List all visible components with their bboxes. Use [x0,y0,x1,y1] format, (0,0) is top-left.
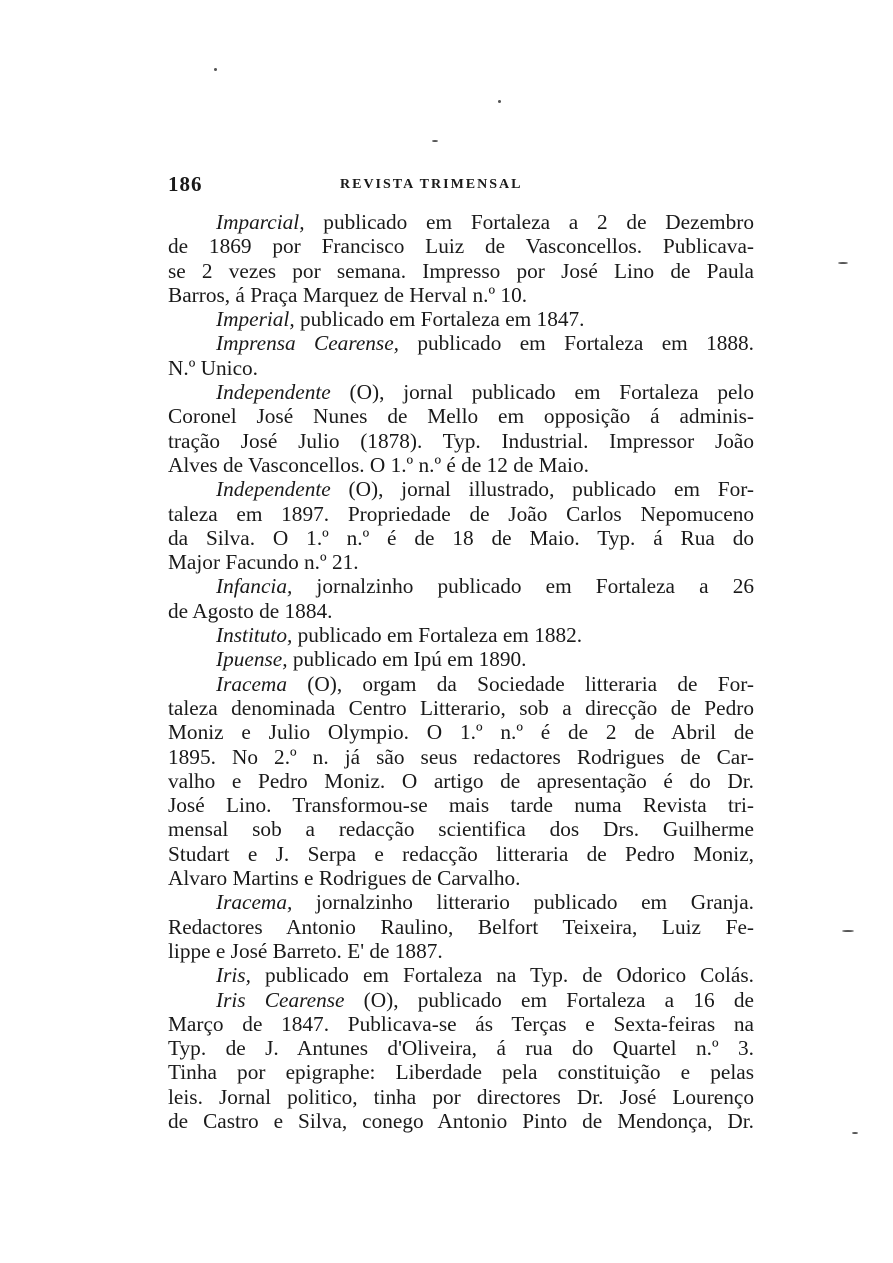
body-text [168,210,754,1133]
entry-title: Imperial, [216,307,295,332]
entry-title: Independente [216,380,331,405]
text-line [168,550,754,574]
line-text: da Silva. O 1.º n.º é de 18 de Maio. Typ. á Rua do [168,525,754,550]
text-line [168,1060,754,1084]
entry-title: Iracema, [216,890,293,915]
line-text: publicado em Fortaleza em 1847. [294,307,585,332]
running-title: REVISTA TRIMENSAL [340,177,523,192]
line-text: tração José Julio (1878). Typ. Industrial. Impressor João [168,428,754,453]
text-line [168,502,754,526]
text-line [168,1036,754,1060]
entry-title: Infancia, [216,574,293,599]
text-line [168,210,754,234]
text-line [168,672,754,696]
line-text: (O), publicado em Fortaleza a 16 de [344,987,754,1012]
line-text: N.º Unico. [168,355,259,380]
line-text: Typ. de J. Antunes d'Oliveira, á rua do Quartel n.º 3. [168,1036,754,1061]
line-text: (O), orgam da Sociedade litteraria de For- [286,671,754,696]
text-line [168,769,754,793]
text-line [168,599,754,623]
text-line [168,574,754,598]
line-text: se 2 vezes por semana. Impresso por José Lino de Paula [168,258,754,283]
text-line [168,866,754,890]
text-line [168,842,754,866]
text-line [168,623,754,647]
line-text: Alves de Vasconcellos. O 1.º n.º é de 12 de Maio. [168,452,589,477]
line-text: de Castro e Silva, conego Antonio Pinto de Mendonça, Dr. [168,1108,754,1133]
line-text: 1895. No 2.º n. já são seus redactores Rodrigues de Car- [168,744,754,769]
scan-speck [498,100,501,103]
line-text: mensal sob a redacção scientifica dos Drs. Guilherme [168,817,754,842]
text-line [168,259,754,283]
line-text: publicado em Fortaleza a 2 de Dezembro [304,210,754,234]
text-line [168,963,754,987]
text-line [168,647,754,671]
entry-title: Iris Cearense [216,987,345,1012]
scan-speck [842,930,854,932]
text-line [168,283,754,307]
line-text: (O), jornal publicado em Fortaleza pelo [330,380,754,405]
scan-speck [432,140,438,142]
text-line [168,453,754,477]
line-text: leis. Jornal politico, tinha por directores Dr. José Lourenço [168,1084,754,1109]
text-line [168,745,754,769]
scan-speck [838,262,848,264]
text-line [168,793,754,817]
text-line [168,380,754,404]
line-text: (O), jornal illustrado, publicado em For- [330,477,754,502]
line-text: lippe e José Barreto. E' de 1887. [168,938,443,963]
text-line [168,234,754,258]
line-text: Março de 1847. Publicava-se ás Terças e Sexta-feiras na [168,1011,754,1036]
line-text: Studart e J. Serpa e redacção litteraria de Pedro Moniz, [168,841,754,866]
line-text: jornalzinho publicado em Fortaleza a 26 [292,574,754,599]
line-text: publicado em Ipú em 1890. [287,647,527,672]
line-text: taleza em 1897. Propriedade de João Carlos Nepomuceno [168,501,754,526]
entry-title: Independente [216,477,331,502]
text-line [168,1012,754,1036]
page-header [168,172,758,200]
text-line [168,477,754,501]
text-line [168,1109,754,1133]
entry-title: Ipuense, [216,647,288,672]
line-text: publicado em Fortaleza na Typ. de Odorico Colás. [250,963,754,988]
scan-speck [852,1132,858,1134]
text-line [168,988,754,1012]
line-text: valho e Pedro Moniz. O artigo de apresentação é do Dr. [168,768,754,793]
text-line [168,331,754,355]
line-text: publicado em Fortaleza em 1888. [399,331,754,356]
line-text: taleza denominada Centro Litterario, sob a direcção de Pedro [168,695,754,720]
line-text: publicado em Fortaleza em 1882. [292,623,583,648]
page-number: 186 [168,172,203,196]
line-text: Coronel José Nunes de Mello em opposição á adminis- [168,404,754,429]
entry-title: Instituto, [216,623,293,648]
entry-title: Iracema [216,671,287,696]
text-line [168,817,754,841]
scan-speck [214,68,217,71]
text-line [168,356,754,380]
line-text: Major Facundo n.º 21. [168,550,359,575]
line-text: Redactores Antonio Raulino, Belfort Teixeira, Luiz Fe- [168,914,754,939]
line-text: Alvaro Martins e Rodrigues de Carvalho. [168,866,521,891]
line-text: jornalzinho litterario publicado em Granja. [292,890,754,915]
text-line [168,696,754,720]
text-line [168,429,754,453]
text-line [168,404,754,428]
text-line [168,939,754,963]
entry-title: Imprensa Cearense, [216,331,399,356]
text-line [168,307,754,331]
line-text: Tinha por epigraphe: Liberdade pela constituição e pelas [168,1060,754,1085]
text-line [168,915,754,939]
line-text: de Agosto de 1884. [168,598,333,623]
text-line [168,720,754,744]
text-line [168,1085,754,1109]
entry-title: Iris, [216,963,251,988]
entry-title: Imparcial, [216,210,305,234]
line-text: de 1869 por Francisco Luiz de Vasconcellos. Publicava- [168,234,754,259]
text-line [168,890,754,914]
line-text: José Lino. Transformou-se mais tarde numa Revista tri- [168,793,754,818]
text-line [168,526,754,550]
line-text: Barros, á Praça Marquez de Herval n.º 10. [168,282,528,307]
line-text: Moniz e Julio Olympio. O 1.º n.º é de 2 de Abril de [168,720,754,745]
